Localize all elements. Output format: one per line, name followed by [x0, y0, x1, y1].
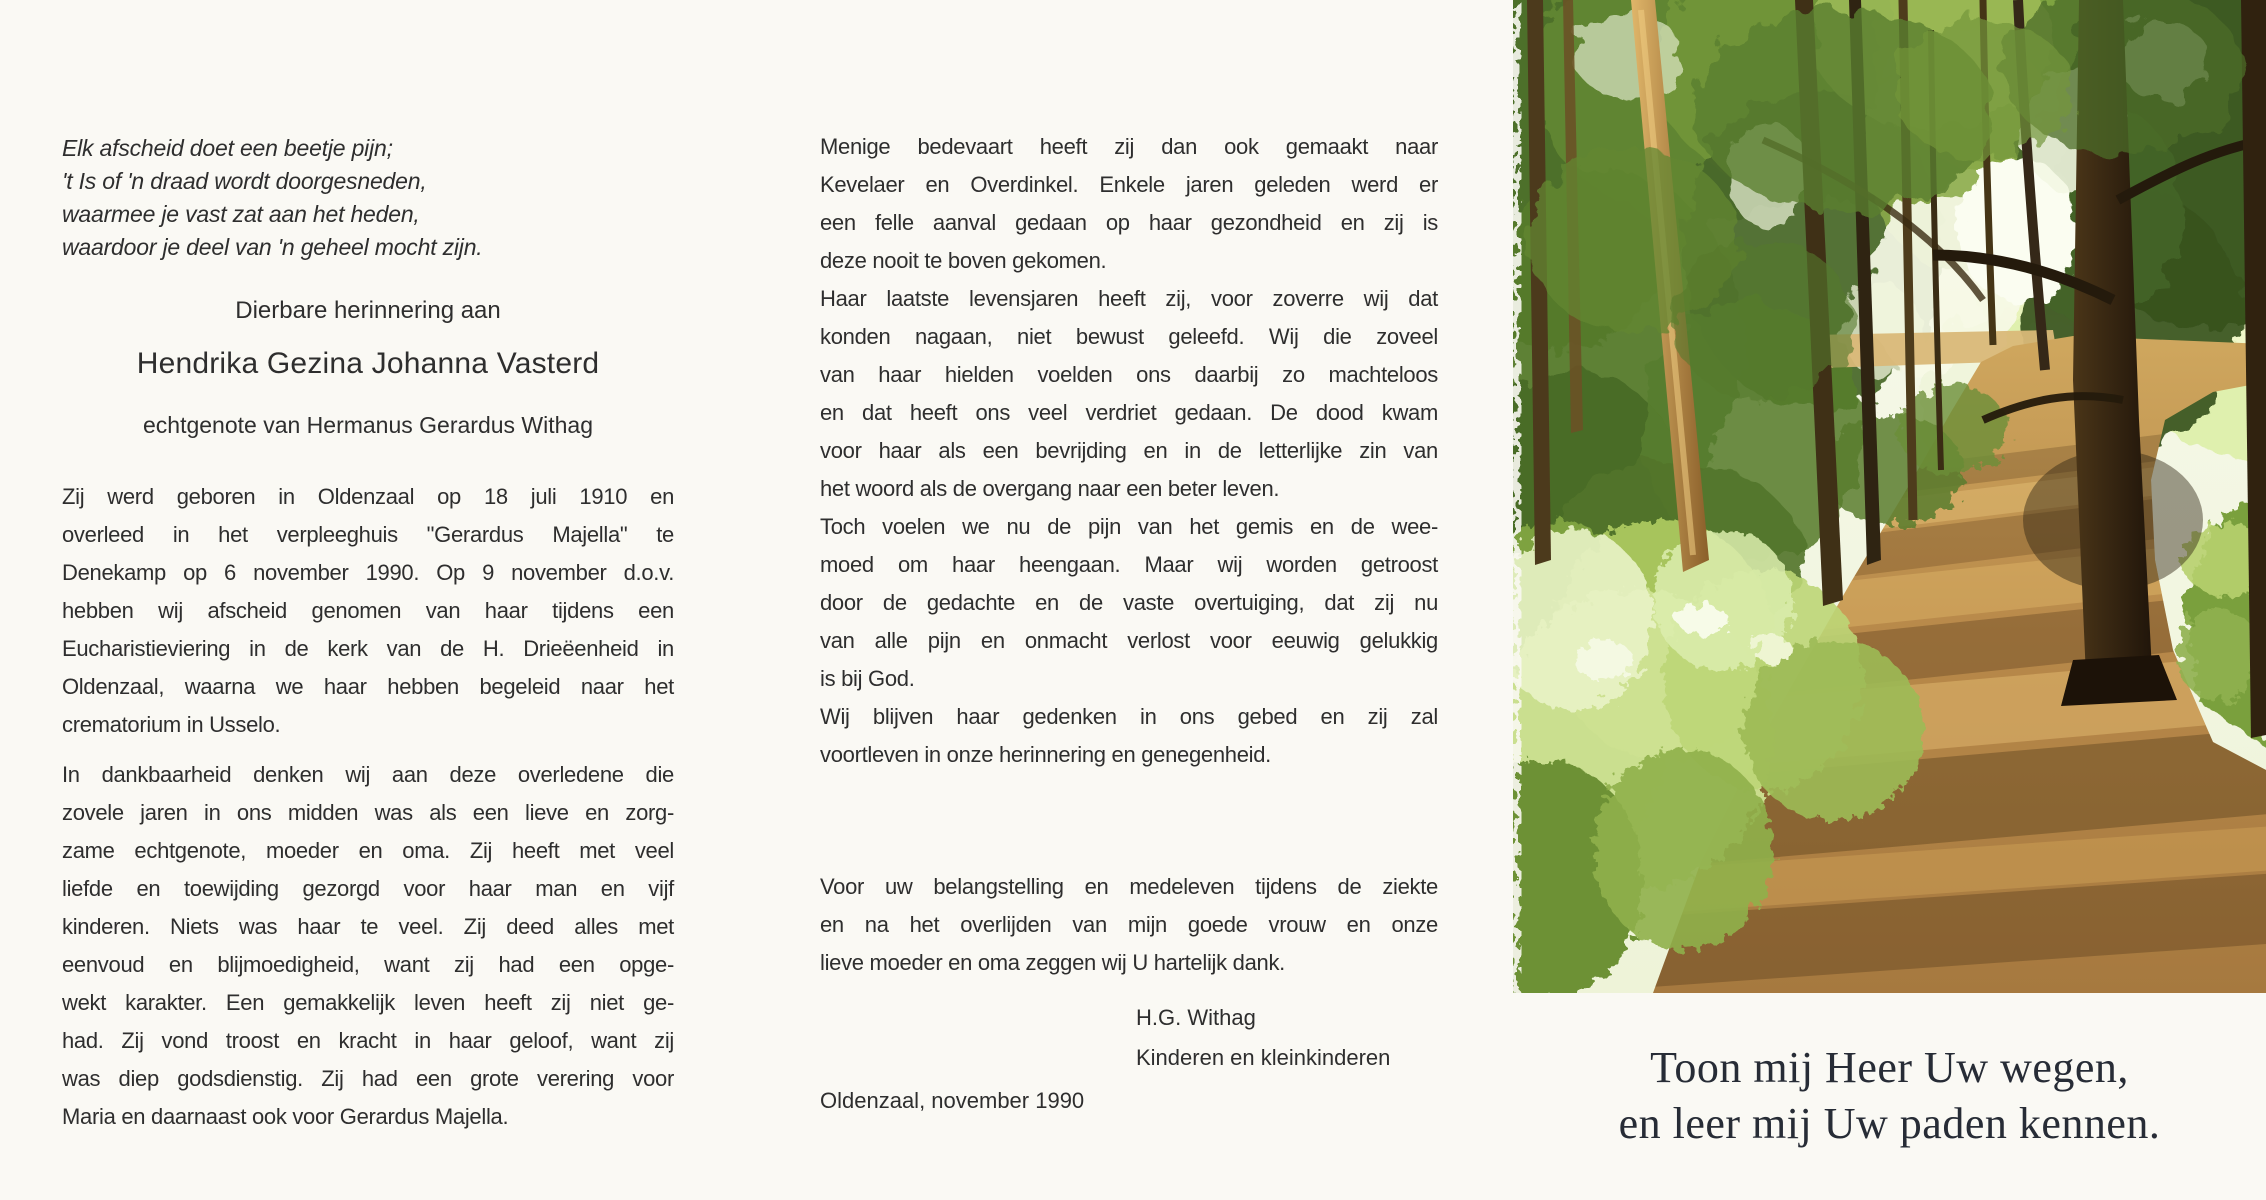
- thanks-paragraph: [820, 868, 1438, 982]
- text-line: crematorium in Usselo.: [62, 712, 281, 737]
- text-line: overleed in het verpleeghuis "Gerardus Majella" te: [62, 522, 674, 547]
- text-line: Elk afscheid doet een beetje pijn;: [62, 135, 393, 161]
- text-line: een felle aanval gedaan op haar gezondheid en zij is: [820, 210, 1438, 235]
- text-line: moed om haar heengaan. Maar wij worden getroost: [820, 552, 1438, 577]
- text-line: Voor uw belangstelling en medeleven tijdens de ziekte: [820, 874, 1438, 899]
- text-line: had. Zij vond troost en kracht in haar geloof, want zij: [62, 1028, 674, 1053]
- signature-block: [1136, 998, 1390, 1078]
- scripture-quote: [1513, 1040, 2266, 1152]
- bio-paragraph-1: [62, 478, 674, 744]
- text-line: Oldenzaal, waarna we haar hebben begeleid naar het: [62, 674, 674, 699]
- text-line: Denekamp op 6 november 1990. Op 9 november d.o.v.: [62, 560, 674, 585]
- memorial-photo: [1513, 0, 2266, 993]
- text-line: eenvoud en blijmoedigheid, want zij had een opge-: [62, 952, 674, 977]
- text-line: Eucharistieviering in de kerk van de H. Drieëenheid in: [62, 636, 674, 661]
- woodland-path-illustration: [1513, 0, 2266, 993]
- dateline: Oldenzaal, november 1990: [820, 1088, 1085, 1113]
- deceased-name: Hendrika Gezina Johanna Vasterd: [136, 347, 600, 380]
- text-line: van alle pijn en onmacht verlost voor eeuwig gelukkig: [820, 628, 1438, 653]
- text-line: In dankbaarheid denken wij aan deze overledene die: [62, 762, 674, 787]
- text-line: Menige bedevaart heeft zij dan ook gemaakt naar: [820, 134, 1438, 159]
- spouse-line: echtgenote van Hermanus Gerardus Withag: [142, 412, 594, 438]
- text-line: was diep godsdienstig. Zij had een grote verering voor: [62, 1066, 674, 1091]
- text-line: zame echtgenote, moeder en oma. Zij heeft met veel: [62, 838, 674, 863]
- signature-subline: Kinderen en kleinkinderen: [1136, 1045, 1391, 1070]
- text-line: Haar laatste levensjaren heeft zij, voor zoverre wij dat: [820, 286, 1438, 311]
- text-line: liefde en toewijding gezorgd voor haar man en vijf: [62, 876, 674, 901]
- text-line: voortleven in onze herinnering en genegenheid.: [820, 742, 1271, 767]
- text-line: Toch voelen we nu de pijn van het gemis en de wee-: [820, 514, 1438, 539]
- text-line: door de gedachte en de vaste overtuiging, dat zij nu: [820, 590, 1438, 615]
- memorial-text: [820, 128, 1438, 774]
- farewell-poem: [62, 132, 622, 264]
- text-line: Maria en daarnaast ook voor Gerardus Majella.: [62, 1104, 509, 1129]
- text-line: wekt karakter. Een gemakkelijk leven heeft zij niet ge-: [62, 990, 674, 1015]
- dedication-line: Dierbare herinnering aan: [235, 297, 501, 324]
- text-line: 't Is of 'n draad wordt doorgesneden,: [62, 168, 427, 194]
- text-line: deze nooit te boven gekomen.: [820, 248, 1107, 273]
- text-line: Kevelaer en Overdinkel. Enkele jaren geleden werd er: [820, 172, 1438, 197]
- text-line: Toon mij Heer Uw wegen,: [1650, 1043, 2129, 1092]
- text-line: voor haar als een bevrijding en in de letterlijke zin van: [820, 438, 1438, 463]
- photo-scan-edge: [1513, 0, 1520, 993]
- text-line: Zij werd geboren in Oldenzaal op 18 juli 1910 en: [62, 484, 674, 509]
- signature-name: H.G. Withag: [1136, 1005, 1256, 1030]
- text-line: en leer mij Uw paden kennen.: [1618, 1099, 2161, 1148]
- text-line: Wij blijven haar gedenken in ons gebed en zij zal: [820, 704, 1438, 729]
- text-line: van haar hielden voelden ons daarbij zo machteloos: [820, 362, 1438, 387]
- text-line: lieve moeder en oma zeggen wij U hartelijk dank.: [820, 950, 1285, 975]
- text-line: konden nagaan, niet bewust geleefd. Wij die zoveel: [820, 324, 1438, 349]
- text-line: waardoor je deel van 'n geheel mocht zijn.: [62, 234, 483, 260]
- text-line: hebben wij afscheid genomen van haar tijdens een: [62, 598, 674, 623]
- text-line: het woord als de overgang naar een beter leven.: [820, 476, 1280, 501]
- text-line: zovele jaren in ons midden was als een lieve en zorg-: [62, 800, 674, 825]
- text-line: en na het overlijden van mijn goede vrouw en onze: [820, 912, 1438, 937]
- text-line: waarmee je vast zat aan het heden,: [62, 201, 420, 227]
- text-line: kinderen. Niets was haar te veel. Zij deed alles met: [62, 914, 674, 939]
- bio-paragraph-2: [62, 756, 674, 1136]
- text-line: is bij God.: [820, 666, 915, 691]
- text-line: en dat heeft ons veel verdriet gedaan. De dood kwam: [820, 400, 1438, 425]
